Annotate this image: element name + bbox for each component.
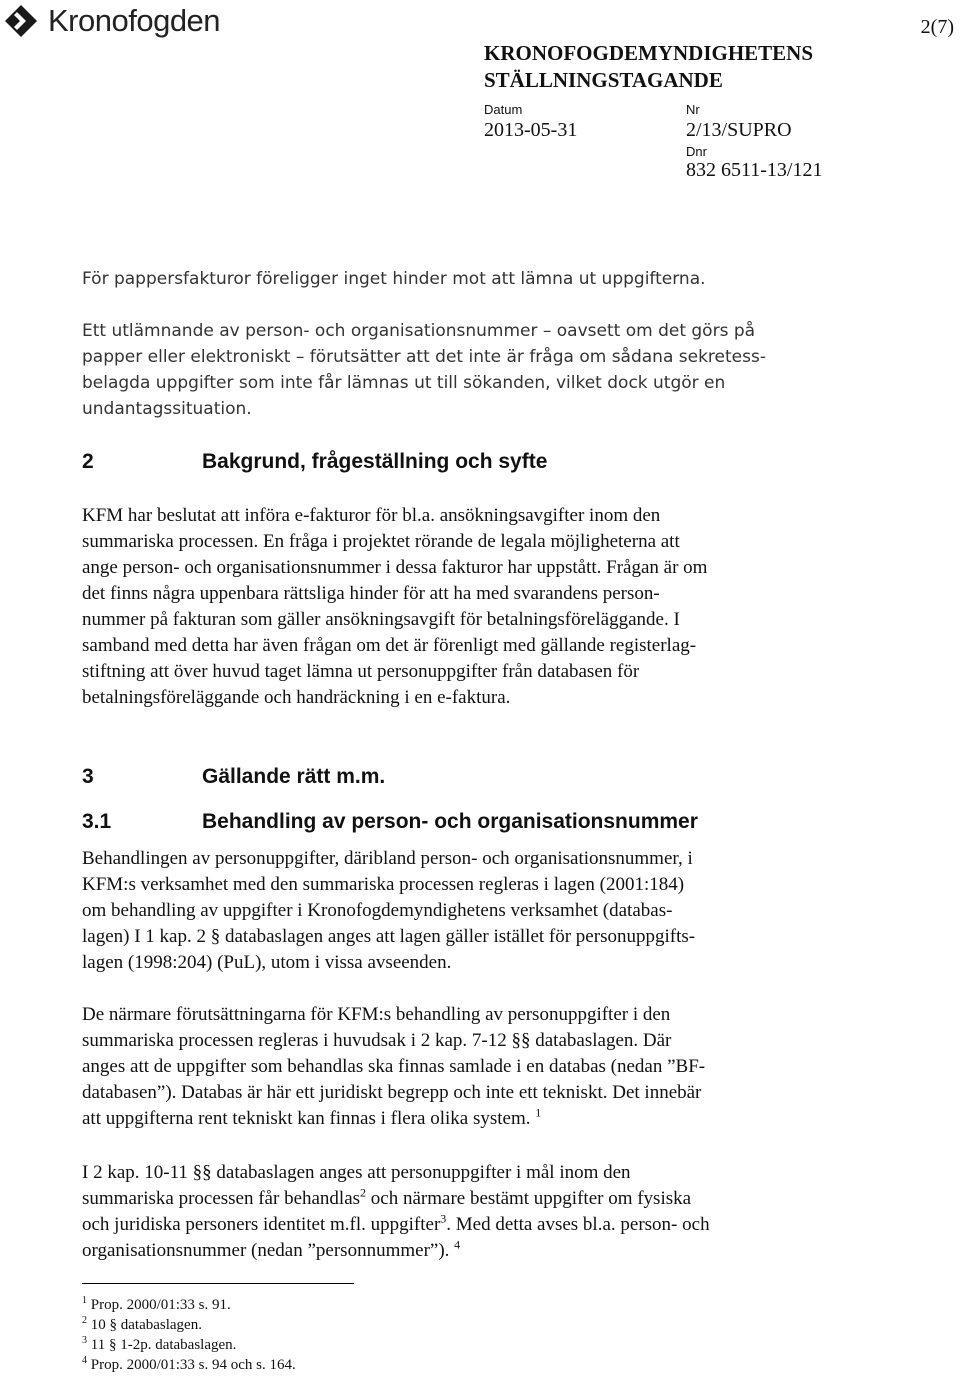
date-label: Datum (484, 102, 523, 117)
footnote-ref-1[interactable]: 1 (535, 1105, 542, 1120)
text-line: summariska processen regleras i huvudsak i 2 kap. 7-12 §§ databaslagen. Där (82, 1030, 672, 1051)
page-number: 2(7) (920, 16, 954, 38)
text-line: papper eller elektroniskt – förutsätter att det inte är fråga om sådana sekretess- (82, 347, 766, 367)
footnote-ref-2[interactable]: 2 (360, 1185, 367, 1200)
section-2-heading (82, 450, 882, 478)
footnotes (82, 1295, 296, 1375)
footnote-4 (82, 1355, 296, 1375)
text-line: belagda uppgifter som inte får lämnas ut till sökanden, vilket dock utgör en (82, 373, 726, 393)
footnote-number: 4 (82, 1355, 87, 1366)
dnr-label: Dnr (686, 144, 707, 159)
date-value: 2013-05-31 (484, 119, 578, 141)
section-3-1-paragraph-2 (82, 1002, 705, 1132)
text-segment: och närmare bestämt uppgifter om fysiska (366, 1188, 692, 1209)
intro-paragraph-2 (82, 318, 766, 422)
text-line: det finns några uppenbara rättsliga hinder för att ha med svarandens person- (82, 583, 660, 604)
text-segment: . Med detta avses bl.a. person- och (446, 1214, 710, 1235)
document-type-line2: STÄLLNINGSTAGANDE (484, 68, 723, 92)
section-number: 3.1 (82, 810, 112, 833)
text-line: Ett utlämnande av person- och organisationsnummer – oavsett om det görs på (82, 321, 756, 341)
section-title: Gällande rätt m.m. (202, 765, 386, 788)
document-type-line1: KRONOFOGDEMYNDIGHETENS (484, 41, 814, 65)
text-segment: organisationsnummer (nedan ”personnummer”). (82, 1240, 450, 1261)
footnote-number: 3 (82, 1335, 87, 1346)
text-line: nummer på fakturan som gäller ansökningsavgift för betalningsföreläggande. I (82, 609, 680, 630)
text-line (82, 1238, 710, 1264)
text-line (82, 1106, 705, 1132)
section-number: 3 (82, 765, 94, 788)
text-line (82, 1212, 710, 1238)
footnote-ref-3[interactable]: 3 (440, 1211, 447, 1226)
footnote-3 (82, 1335, 296, 1355)
section-3-1-heading (82, 810, 882, 838)
section-title: Bakgrund, frågeställning och syfte (202, 450, 548, 473)
text-segment: att uppgifterna rent tekniskt kan finnas i flera olika system. (82, 1108, 531, 1129)
footnote-ref-4[interactable]: 4 (454, 1237, 461, 1252)
text-line: ange person- och organisationsnummer i dessa fakturor har uppstått. Frågan är om (82, 557, 708, 578)
footnote-text: Prop. 2000/01:33 s. 91. (90, 1297, 231, 1313)
section-number: 2 (82, 450, 94, 473)
kronofogden-logo (4, 4, 220, 38)
text-line: summariska processen. En fråga i projektet rörande de legala möjligheterna att (82, 531, 680, 552)
footnote-number: 1 (82, 1295, 87, 1306)
text-line: stiftning att över huvud taget lämna ut personuppgifter från databasen för (82, 661, 640, 682)
logo-text: Kronofogden (48, 3, 221, 38)
section-3-1-paragraph-3 (82, 1160, 710, 1264)
section-2-body (82, 503, 707, 711)
text-line: KFM har beslutat att införa e-fakturor för bl.a. ansökningsavgifter inom den (82, 505, 661, 526)
section-3-heading (82, 765, 882, 793)
text-line: om behandling av uppgifter i Kronofogdemyndighetens verksamhet (databas- (82, 900, 673, 921)
footnote-1 (82, 1295, 296, 1315)
footnote-separator (82, 1283, 354, 1284)
text-line: samband med detta har även frågan om det är förenligt med gällande registerlag- (82, 635, 697, 656)
intro-paragraph-1: För pappersfakturor föreligger inget hinder mot att lämna ut uppgifterna. (82, 269, 706, 289)
text-line: De närmare förutsättningarna för KFM:s behandling av personuppgifter i den (82, 1004, 671, 1025)
text-line: undantagssituation. (82, 399, 252, 419)
text-line: anges att de uppgifter som behandlas ska finnas samlade i en databas (nedan ”BF- (82, 1056, 706, 1077)
footnote-text: 10 § databaslagen. (90, 1317, 202, 1333)
section-title: Behandling av person- och organisationsnummer (202, 810, 698, 833)
text-line (82, 1186, 710, 1212)
footnote-text: Prop. 2000/01:33 s. 94 och s. 164. (90, 1357, 296, 1373)
footnote-text: 11 § 1-2p. databaslagen. (90, 1337, 237, 1353)
footnote-number: 2 (82, 1315, 87, 1326)
nr-value: 2/13/SUPRO (686, 119, 792, 141)
document-type (484, 40, 813, 94)
kronofogden-diamond-icon (4, 4, 42, 38)
dnr-value: 832 6511-13/121 (686, 159, 823, 181)
text-line: betalningsföreläggande och handräckning i en e-faktura. (82, 687, 511, 708)
text-segment: summariska processen får behandlas (82, 1188, 361, 1209)
text-line: I 2 kap. 10-11 §§ databaslagen anges att personuppgifter i mål inom den (82, 1162, 631, 1183)
section-3-1-paragraph-1 (82, 846, 695, 976)
text-line: lagen (1998:204) (PuL), utom i vissa avseenden. (82, 952, 452, 973)
text-line: Behandlingen av personuppgifter, däribland person- och organisationsnummer, i (82, 848, 693, 869)
text-line: KFM:s verksamhet med den summariska processen regleras i lagen (2001:184) (82, 874, 685, 895)
text-line: lagen) I 1 kap. 2 § databaslagen anges att lagen gäller istället för personuppgifts- (82, 926, 696, 947)
text-segment: och juridiska personers identitet m.fl. uppgifter (82, 1214, 441, 1235)
nr-label: Nr (686, 102, 700, 117)
text-line: databasen”). Databas är här ett juridiskt begrepp och inte ett tekniskt. Det innebär (82, 1082, 702, 1103)
footnote-2 (82, 1315, 296, 1335)
